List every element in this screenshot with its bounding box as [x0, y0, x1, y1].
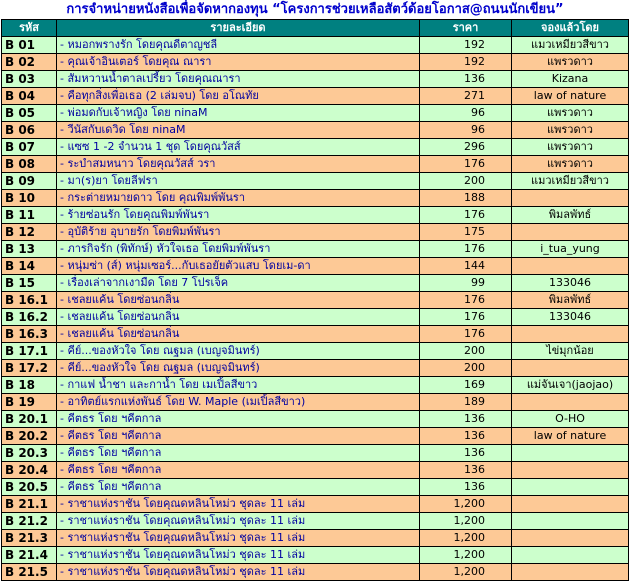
price-cell[interactable]: 192 — [420, 54, 512, 71]
reserved-by-cell[interactable]: i_tua_yung — [512, 241, 629, 258]
price-cell[interactable]: 176 — [420, 156, 512, 173]
reserved-by-cell[interactable]: O-HO — [512, 411, 629, 428]
detail-cell[interactable]: - ราชาแห่งราชัน โดยคุณดหลินโหม่ว ชุดละ 11 เล่ม — [57, 530, 420, 547]
price-cell[interactable]: 175 — [420, 224, 512, 241]
table-row — [2, 241, 629, 258]
code-cell[interactable]: B 21.3 — [2, 530, 57, 547]
header-detail[interactable]: รายละเอียด — [57, 20, 420, 37]
detail-cell[interactable]: - หมอกพรางรัก โดยคุณดีตาญชลี — [57, 37, 420, 54]
detail-cell[interactable]: - อุบัติร้าย อุบายรัก โดยพิมพ์พันรา — [57, 224, 420, 241]
detail-cell[interactable]: - คีตธร โดย ฯคีตกาล — [57, 479, 420, 496]
table-row — [2, 88, 629, 105]
table-row — [2, 564, 629, 581]
detail-cell[interactable]: - กระต่ายหมายดาว โดย คุณพิมพ์พันรา — [57, 190, 420, 207]
detail-cell[interactable]: - ราชาแห่งราชัน โดยคุณดหลินโหม่ว ชุดละ 11 เล่ม — [57, 547, 420, 564]
table-row — [2, 411, 629, 428]
reserved-by-cell[interactable]: law of nature — [512, 88, 629, 105]
reserved-by-cell[interactable]: แพรวดาว — [512, 105, 629, 122]
code-cell[interactable]: B 17.2 — [2, 360, 57, 377]
reserved-by-cell[interactable] — [512, 496, 629, 513]
reserved-by-cell[interactable]: law of nature — [512, 428, 629, 445]
code-cell[interactable]: B 11 — [2, 207, 57, 224]
detail-cell[interactable]: - คุณเจ้าอินเตอร์ โดยคุณ ณารา — [57, 54, 420, 71]
reserved-by-cell[interactable]: พิมลพัทธ์ — [512, 207, 629, 224]
table-row — [2, 156, 629, 173]
code-cell[interactable]: B 04 — [2, 88, 57, 105]
detail-cell[interactable]: - สัมหวานน้ำตาลเปรี้ยว โดยคุณณารา — [57, 71, 420, 88]
table-row — [2, 377, 629, 394]
header-reserved-by[interactable]: จองแล้วโดย — [512, 20, 629, 37]
table-row — [2, 122, 629, 139]
detail-cell[interactable]: - เชลยแค้น โดยซ่อนกลิ่น — [57, 292, 420, 309]
price-cell[interactable]: 96 — [420, 105, 512, 122]
table-row — [2, 190, 629, 207]
detail-cell[interactable]: - คีย์...ของหัวใจ โดย ณฐมล (เบญจมินทร์) — [57, 360, 420, 377]
book-table — [1, 19, 629, 581]
price-cell[interactable]: 144 — [420, 258, 512, 275]
reserved-by-cell[interactable] — [512, 564, 629, 581]
table-row — [2, 360, 629, 377]
price-cell[interactable]: 192 — [420, 37, 512, 54]
table-row — [2, 530, 629, 547]
code-cell[interactable]: B 13 — [2, 241, 57, 258]
price-cell[interactable]: 169 — [420, 377, 512, 394]
reserved-by-cell[interactable]: แพรวดาว — [512, 122, 629, 139]
detail-cell[interactable]: - ภารกิจรัก (พิทักษ์) หัวใจเธอ โดยพิมพ์พันรา — [57, 241, 420, 258]
table-row — [2, 479, 629, 496]
reserved-by-cell[interactable] — [512, 445, 629, 462]
code-cell[interactable]: B 07 — [2, 139, 57, 156]
code-cell[interactable]: B 14 — [2, 258, 57, 275]
detail-cell[interactable]: - หนุ่มซ่า (ส์) หนุ่มเซอร์...กับเธอยัยตัวแสบ โดยเม-ดา — [57, 258, 420, 275]
table-row — [2, 54, 629, 71]
code-cell[interactable]: B 21.4 — [2, 547, 57, 564]
sheet-title: การจำหน่ายหนังสือเพื่อจัดหากองทุน “โครงการช่วยเหลือสัตว์ด้อยโอกาส@ถนนนักเขียน” — [66, 2, 564, 17]
price-cell[interactable]: 136 — [420, 445, 512, 462]
code-cell[interactable]: B 03 — [2, 71, 57, 88]
reserved-by-cell[interactable] — [512, 530, 629, 547]
table-row — [2, 173, 629, 190]
table-body — [2, 37, 629, 581]
code-cell[interactable]: B 21.2 — [2, 513, 57, 530]
price-cell[interactable]: 136 — [420, 462, 512, 479]
reserved-by-cell[interactable] — [512, 224, 629, 241]
price-cell[interactable]: 1,200 — [420, 530, 512, 547]
code-cell[interactable]: B 15 — [2, 275, 57, 292]
code-cell[interactable]: B 21.5 — [2, 564, 57, 581]
price-cell[interactable]: 176 — [420, 292, 512, 309]
detail-cell[interactable]: - คีย์...ของหัวใจ โดย ณฐมล (เบญจมินทร์) — [57, 343, 420, 360]
reserved-by-cell[interactable] — [512, 462, 629, 479]
header-price[interactable]: ราคา — [420, 20, 512, 37]
code-cell[interactable]: B 20.3 — [2, 445, 57, 462]
reserved-by-cell[interactable] — [512, 360, 629, 377]
detail-cell[interactable]: - คีตธร โดย ฯคีตกาล — [57, 411, 420, 428]
detail-cell[interactable]: - คีตธร โดย ฯคีตกาล — [57, 445, 420, 462]
reserved-by-cell[interactable]: 133046 — [512, 309, 629, 326]
detail-cell[interactable]: - มา(ร)ยา โดยลีฟรา — [57, 173, 420, 190]
table-row — [2, 258, 629, 275]
reserved-by-cell[interactable]: แพรวดาว — [512, 139, 629, 156]
code-cell[interactable]: B 18 — [2, 377, 57, 394]
code-cell[interactable]: B 01 — [2, 37, 57, 54]
code-cell[interactable]: B 21.1 — [2, 496, 57, 513]
code-cell[interactable]: B 20.2 — [2, 428, 57, 445]
code-cell[interactable]: B 02 — [2, 54, 57, 71]
table-row — [2, 309, 629, 326]
detail-cell[interactable]: - ราชาแห่งราชัน โดยคุณดหลินโหม่ว ชุดละ 11 เล่ม — [57, 564, 420, 581]
table-row — [2, 428, 629, 445]
price-cell[interactable]: 296 — [420, 139, 512, 156]
price-cell[interactable]: 136 — [420, 71, 512, 88]
price-cell[interactable]: 1,200 — [420, 496, 512, 513]
header-code[interactable]: รหัส — [2, 20, 57, 37]
table-row — [2, 343, 629, 360]
price-cell[interactable]: 96 — [420, 122, 512, 139]
detail-cell[interactable]: - ระบำสมหนาว โดยคุณวัสส์ วรา — [57, 156, 420, 173]
detail-cell[interactable]: - ราชาแห่งราชัน โดยคุณดหลินโหม่ว ชุดละ 11 เล่ม — [57, 513, 420, 530]
reserved-by-cell[interactable] — [512, 326, 629, 343]
price-cell[interactable]: 176 — [420, 309, 512, 326]
code-cell[interactable]: B 19 — [2, 394, 57, 411]
reserved-by-cell[interactable]: แม่จันเจา(jaojao) — [512, 377, 629, 394]
table-row — [2, 445, 629, 462]
table-row — [2, 326, 629, 343]
detail-cell[interactable]: - เชลยแค้น โดยซ่อนกลิ่น — [57, 309, 420, 326]
detail-cell[interactable]: - พ่อมดกับเจ้าหญิง โดย ninaM — [57, 105, 420, 122]
code-cell[interactable]: B 09 — [2, 173, 57, 190]
code-cell[interactable]: B 20.4 — [2, 462, 57, 479]
code-cell[interactable]: B 16.1 — [2, 292, 57, 309]
reserved-by-cell[interactable] — [512, 479, 629, 496]
reserved-by-cell[interactable]: Kizana — [512, 71, 629, 88]
reserved-by-cell[interactable]: แพรวดาว — [512, 156, 629, 173]
price-cell[interactable]: 136 — [420, 411, 512, 428]
price-cell[interactable]: 136 — [420, 479, 512, 496]
table-row — [2, 139, 629, 156]
detail-cell[interactable]: - คือทุกสิ่งเพื่อเธอ (2 เล่มจบ) โดย อโณทัย — [57, 88, 420, 105]
code-cell[interactable]: B 06 — [2, 122, 57, 139]
header-row — [2, 20, 629, 37]
reserved-by-cell[interactable]: ไข่มุกน้อย — [512, 343, 629, 360]
table-row — [2, 496, 629, 513]
code-cell[interactable]: B 08 — [2, 156, 57, 173]
code-cell[interactable]: B 20.5 — [2, 479, 57, 496]
detail-cell[interactable]: - แซซ 1 -2 จำนวน 1 ชุด โดยคุณวัสส์ — [57, 139, 420, 156]
reserved-by-cell[interactable] — [512, 547, 629, 564]
price-cell[interactable]: 136 — [420, 428, 512, 445]
price-cell[interactable]: 200 — [420, 173, 512, 190]
table-row — [2, 462, 629, 479]
code-cell[interactable]: B 10 — [2, 190, 57, 207]
reserved-by-cell[interactable]: พิมลพัทธ์ — [512, 292, 629, 309]
reserved-by-cell[interactable] — [512, 394, 629, 411]
table-row — [2, 207, 629, 224]
table-row — [2, 37, 629, 54]
price-cell[interactable]: 271 — [420, 88, 512, 105]
price-cell[interactable]: 200 — [420, 343, 512, 360]
detail-cell[interactable]: - ร้ายซ่อนรัก โดยคุณพิมพ์พันรา — [57, 207, 420, 224]
detail-cell[interactable]: - เรื่องเล่าจากเงามืด โดย 7 โปรเจ็ค — [57, 275, 420, 292]
code-cell[interactable]: B 17.1 — [2, 343, 57, 360]
code-cell[interactable]: B 20.1 — [2, 411, 57, 428]
reserved-by-cell[interactable]: 133046 — [512, 275, 629, 292]
reserved-by-cell[interactable]: แพรวดาว — [512, 54, 629, 71]
price-cell[interactable]: 189 — [420, 394, 512, 411]
detail-cell[interactable]: - กาแฟ น้ำชา และกาน้ำ โดย เมเปิ้ลสีขาว — [57, 377, 420, 394]
table-row — [2, 513, 629, 530]
reserved-by-cell[interactable] — [512, 513, 629, 530]
price-cell[interactable]: 1,200 — [420, 513, 512, 530]
table-row — [2, 292, 629, 309]
price-cell[interactable]: 176 — [420, 326, 512, 343]
price-cell[interactable]: 200 — [420, 360, 512, 377]
table-row — [2, 275, 629, 292]
price-cell[interactable]: 176 — [420, 241, 512, 258]
reserved-by-cell[interactable]: แมวเหมียวสีขาว — [512, 37, 629, 54]
code-cell[interactable]: B 05 — [2, 105, 57, 122]
price-cell[interactable]: 99 — [420, 275, 512, 292]
code-cell[interactable]: B 16.3 — [2, 326, 57, 343]
table-row — [2, 105, 629, 122]
detail-cell[interactable]: - คีตธร โดย ฯคีตกาล — [57, 462, 420, 479]
price-cell[interactable]: 1,200 — [420, 564, 512, 581]
detail-cell[interactable]: - วีนัสกับเดวิด โดย ninaM — [57, 122, 420, 139]
detail-cell[interactable]: - เชลยแค้น โดยซ่อนกลิ่น — [57, 326, 420, 343]
detail-cell[interactable]: - อาทิตย์แรกแห่งพันธ์ โดย W. Maple (เมเปิ้ลสีขาว) — [57, 394, 420, 411]
table-row — [2, 224, 629, 241]
reserved-by-cell[interactable] — [512, 190, 629, 207]
reserved-by-cell[interactable] — [512, 258, 629, 275]
price-cell[interactable]: 176 — [420, 207, 512, 224]
price-cell[interactable]: 1,200 — [420, 547, 512, 564]
code-cell[interactable]: B 16.2 — [2, 309, 57, 326]
code-cell[interactable]: B 12 — [2, 224, 57, 241]
table-row — [2, 71, 629, 88]
detail-cell[interactable]: - ราชาแห่งราชัน โดยคุณดหลินโหม่ว ชุดละ 11 เล่ม — [57, 496, 420, 513]
price-cell[interactable]: 188 — [420, 190, 512, 207]
detail-cell[interactable]: - คีตธร โดย ฯคีตกาล — [57, 428, 420, 445]
reserved-by-cell[interactable]: แมวเหมียวสีขาว — [512, 173, 629, 190]
table-row — [2, 394, 629, 411]
table-row — [2, 547, 629, 564]
